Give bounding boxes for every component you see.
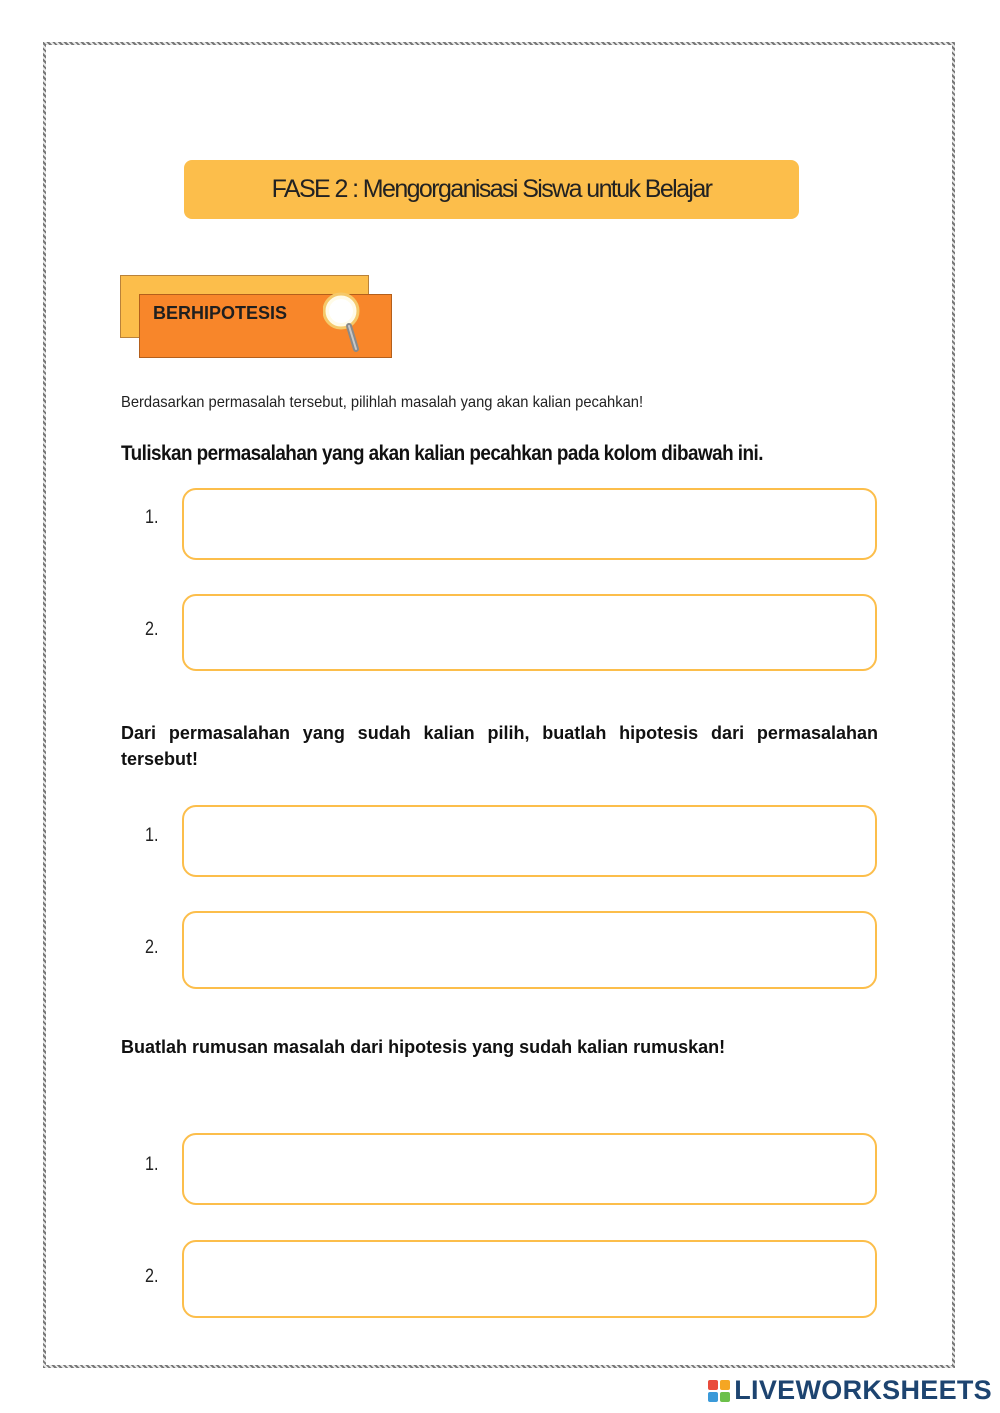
badge-label: BERHIPOTESIS	[153, 303, 288, 323]
item-number: 1.	[145, 1154, 159, 1175]
section-badge	[139, 294, 392, 358]
liveworksheets-logo	[708, 1375, 992, 1406]
item-number: 2.	[145, 619, 159, 640]
page-title: FASE 2 : Mengorganisasi Siswa untuk Belajar	[271, 175, 712, 203]
answer-box-1-2[interactable]	[182, 594, 877, 671]
answer-box-2-2[interactable]	[182, 911, 877, 989]
question-2: Dari permasalahan yang sudah kalian pilih, buatlah hipotesis dari permasalahan tersebut!	[121, 723, 878, 769]
item-number: 1.	[145, 507, 159, 528]
item-number: 2.	[145, 1266, 159, 1287]
question-3: Buatlah rumusan masalah dari hipotesis yang sudah kalian rumuskan!	[121, 1037, 726, 1057]
title-banner	[184, 160, 799, 219]
answer-box-1-1[interactable]	[182, 488, 877, 560]
brand-name: LIVEWORKSHEETS	[734, 1375, 992, 1405]
question-1: Tuliskan permasalahan yang akan kalian pecahkan pada kolom dibawah ini.	[121, 442, 763, 465]
intro-text: Berdasarkan permasalah tersebut, pilihlah masalah yang akan kalian pecahkan!	[121, 394, 644, 411]
answer-box-3-2[interactable]	[182, 1240, 877, 1318]
magnifier-icon	[323, 289, 367, 359]
logo-grid-icon	[708, 1380, 730, 1402]
answer-box-2-1[interactable]	[182, 805, 877, 877]
item-number: 2.	[145, 937, 159, 958]
item-number: 1.	[145, 825, 159, 846]
answer-box-3-1[interactable]	[182, 1133, 877, 1205]
